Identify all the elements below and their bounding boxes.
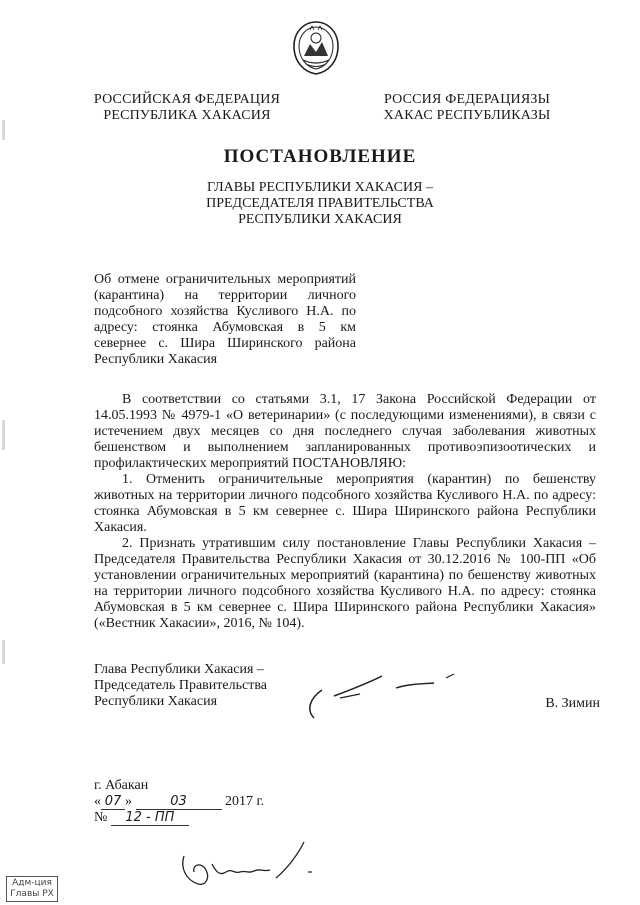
body-item-1: 1. Отменить ограничительные мероприятия (карантин) по бешенству животных на территории личного подсобного хозяйства Кусливого Н.А. по адресу: стоянка Абумовская в 5 км севернее с. Шира Ширинского района Республики Хакасия. — [94, 472, 596, 535]
number-line — [94, 810, 294, 826]
date-year: 2017 г. — [225, 794, 265, 809]
header-left-line-1: РОССИЙСКАЯ ФЕДЕРАЦИЯ — [93, 92, 281, 107]
document-subtitle — [0, 180, 640, 228]
subtitle-line-2: ПРЕДСЕДАТЕЛЯ ПРАВИТЕЛЬСТВА — [206, 196, 434, 211]
signatory-name: В. Зимин — [545, 696, 600, 711]
coat-of-arms-emblem — [290, 20, 342, 76]
place-of-issue: г. Абакан — [94, 778, 149, 793]
signatory-position — [94, 662, 334, 710]
handwritten-signature — [300, 668, 470, 728]
date-close-quote: » — [125, 794, 132, 809]
signatory-position-line-1: Глава Республики Хакасия – — [94, 662, 264, 677]
header-right — [372, 92, 562, 124]
document-number: 12 - ПП — [111, 810, 189, 826]
date-month: 03 — [136, 794, 222, 810]
date-day: 07 — [101, 794, 125, 810]
handwritten-initials — [176, 838, 316, 893]
header-right-line-1: РОССИЯ ФЕДЕРАЦИЯЗЫ — [383, 92, 551, 107]
stamp-line-1: Адм-ция — [12, 878, 52, 888]
number-label: № — [94, 810, 108, 825]
signatory-position-line-3: Республики Хакасия — [94, 694, 218, 709]
signatory-position-line-2: Председатель Правительства — [94, 678, 267, 693]
header-right-line-2: ХАКАС РЕСПУБЛИКАЗЫ — [383, 108, 551, 123]
scan-margin-mark — [2, 640, 5, 664]
registration-stamp — [6, 876, 58, 902]
document-subject: Об отмене ограничительных мероприятий (карантина) на территории личного подсобного хозяйства Кусливого Н.А. по адресу: стоянка Абумовская в 5 км севернее с. Шира Ширинского района Республики Хакасия — [94, 272, 356, 367]
header-left-line-2: РЕСПУБЛИКА ХАКАСИЯ — [103, 108, 271, 123]
header-left — [92, 92, 282, 124]
subtitle-line-1: ГЛАВЫ РЕСПУБЛИКИ ХАКАСИЯ – — [207, 180, 433, 195]
body-item-2: 2. Признать утратившим силу постановление Главы Республики Хакасия – Председателя Правительства Республики Хакасия от 30.12.2016 № 100-ПП «Об установлении ограничительных мероприятий (карантина) по бешенству животных на территории личного подсобного хозяйства Кусливого Н.А. по адресу: стоянка Абумовская в 5 км севернее с. Шира Ширинского района Республики Хакасия» («Вестник Хакасии», 2016, № 104). — [94, 536, 596, 631]
document-body — [94, 392, 596, 632]
date-line — [94, 794, 314, 810]
subtitle-line-3: РЕСПУБЛИКИ ХАКАСИЯ — [238, 212, 402, 227]
body-preamble: В соответствии со статьями 3.1, 17 Закона Российской Федерации от 14.05.1993 № 4979-1 «О ветеринарии» (с последующими изменениями), в связи с истечением двух месяцев со дня последнего случая заболевания животных бешенством и выполнением запланированных противоэпизоотических и профилактических мероприятий ПОСТАНОВЛЯЮ: — [94, 392, 596, 471]
date-open-quote: « — [94, 794, 101, 809]
stamp-line-2: Главы РХ — [10, 889, 54, 899]
document-title: ПОСТАНОВЛЕНИЕ — [223, 146, 417, 167]
scan-margin-mark — [2, 420, 5, 450]
scan-margin-mark — [2, 120, 5, 140]
